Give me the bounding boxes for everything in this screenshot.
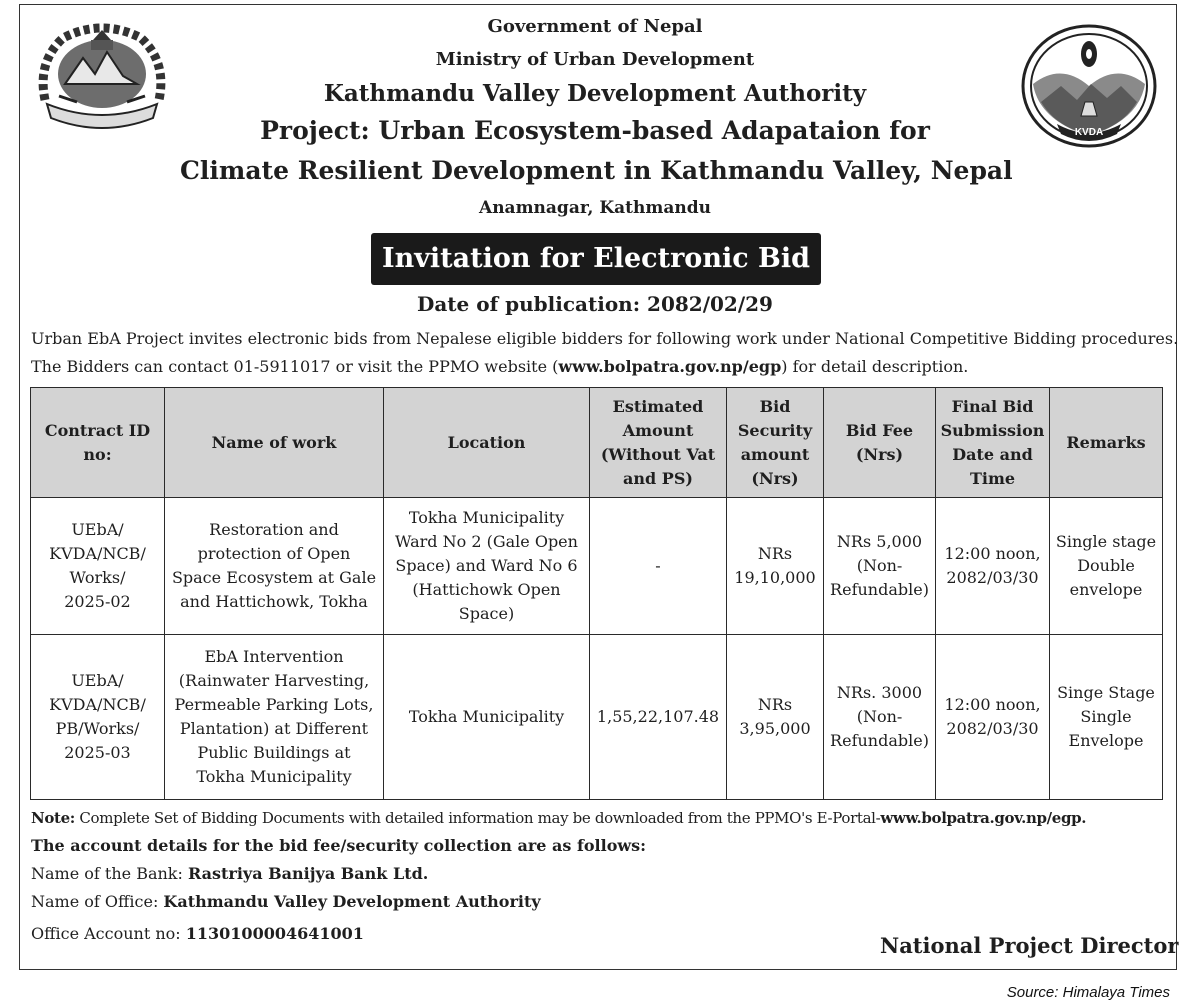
bids-table: [30, 387, 1163, 800]
cell-contract-id: UEbA/ KVDA/NCB/ PB/Works/ 2025-03: [31, 635, 165, 800]
kvda-logo-icon: [1021, 24, 1157, 148]
cell-contract-id: UEbA/ KVDA/NCB/ Works/ 2025-02: [31, 498, 165, 635]
cell-location: Tokha Municipality: [384, 635, 590, 800]
source-credit: Source: Himalaya Times: [1006, 984, 1170, 1001]
account-value: 1130100004641001: [185, 924, 364, 943]
col-submission-date: Final Bid Submission Date and Time: [936, 388, 1050, 498]
col-contract-id: Contract ID no:: [31, 388, 165, 498]
intro-line-2-post: ) for detail description.: [781, 357, 969, 376]
cell-location: Tokha Municipality Ward No 2 (Gale Open Space) and Ward No 6 (Hattichowk Open Space): [384, 498, 590, 635]
col-remarks: Remarks: [1050, 388, 1163, 498]
intro-line-1: Urban EbA Project invites electronic bids from Nepalese eligible bidders for following work under National Competitive Bidding procedures.: [31, 329, 1179, 348]
col-location: Location: [384, 388, 590, 498]
bank-name-line: [31, 864, 428, 883]
kvda-logo-text: KVDA: [1074, 127, 1104, 138]
table-header-row: [31, 388, 1163, 498]
ppmo-website-link[interactable]: www.bolpatra.gov.np/egp: [558, 357, 782, 376]
cell-name-of-work: Restoration and protection of Open Space Ecosystem at Gale and Hattichowk, Tokha: [165, 498, 384, 635]
cell-bid-security: NRs 19,10,000: [727, 498, 824, 635]
header-address: Anamnagar, Kathmandu: [479, 198, 711, 218]
header-ministry: Ministry of Urban Development: [435, 49, 755, 70]
office-name-line: [31, 892, 541, 911]
col-name-of-work: Name of work: [165, 388, 384, 498]
account-heading: The account details for the bid fee/security collection are as follows:: [31, 836, 647, 855]
col-bid-fee: Bid Fee (Nrs): [824, 388, 936, 498]
cell-name-of-work: EbA Intervention (Rainwater Harvesting, Permeable Parking Lots, Plantation) at Different Public Buildings at Tokha Municipality: [165, 635, 384, 800]
eportal-link[interactable]: www.bolpatra.gov.np/egp.: [880, 809, 1087, 827]
note-line: [31, 809, 1086, 827]
bank-label: Name of the Bank:: [31, 864, 188, 883]
cell-bid-fee: NRs. 3000 (Non- Refundable): [824, 635, 936, 800]
table-row: [31, 635, 1163, 800]
nepal-emblem-icon: [33, 22, 171, 134]
page-title: Invitation for Electronic Bid: [371, 233, 821, 285]
cell-estimated-amount: -: [590, 498, 727, 635]
note-text: Complete Set of Bidding Documents with detailed information may be downloaded from the PPMO's E-Portal-: [74, 809, 881, 827]
col-estimated-amount: Estimated Amount (Without Vat and PS): [590, 388, 727, 498]
header-authority: Kathmandu Valley Development Authority: [323, 80, 867, 107]
cell-submission-date: 12:00 noon, 2082/03/30: [936, 635, 1050, 800]
intro-line-2-pre: The Bidders can contact 01-5911017 or visit the PPMO website (: [31, 357, 559, 376]
cell-bid-security: NRs 3,95,000: [727, 635, 824, 800]
cell-remarks: Single stage Double envelope: [1050, 498, 1163, 635]
signature-director: National Project Director: [880, 933, 1179, 958]
header-project-line2: Climate Resilient Development in Kathmandu Valley, Nepal: [180, 156, 1013, 185]
cell-estimated-amount: 1,55,22,107.48: [590, 635, 727, 800]
intro-line-2: [31, 357, 968, 376]
cell-submission-date: 12:00 noon, 2082/03/30: [936, 498, 1050, 635]
header-government: Government of Nepal: [487, 16, 703, 37]
account-label: Office Account no:: [31, 924, 186, 943]
col-bid-security: Bid Security amount (Nrs): [727, 388, 824, 498]
publication-date: Date of publication: 2082/02/29: [417, 292, 773, 316]
office-value: Kathmandu Valley Development Authority: [163, 892, 541, 911]
header-project-line1: Project: Urban Ecosystem-based Adapataion for: [260, 116, 930, 145]
note-label: Note:: [31, 809, 75, 827]
bank-value: Rastriya Banijya Bank Ltd.: [187, 864, 429, 883]
office-label: Name of Office:: [31, 892, 164, 911]
cell-remarks: Singe Stage Single Envelope: [1050, 635, 1163, 800]
table-row: [31, 498, 1163, 635]
cell-bid-fee: NRs 5,000 (Non- Refundable): [824, 498, 936, 635]
account-number-line: [31, 924, 364, 943]
